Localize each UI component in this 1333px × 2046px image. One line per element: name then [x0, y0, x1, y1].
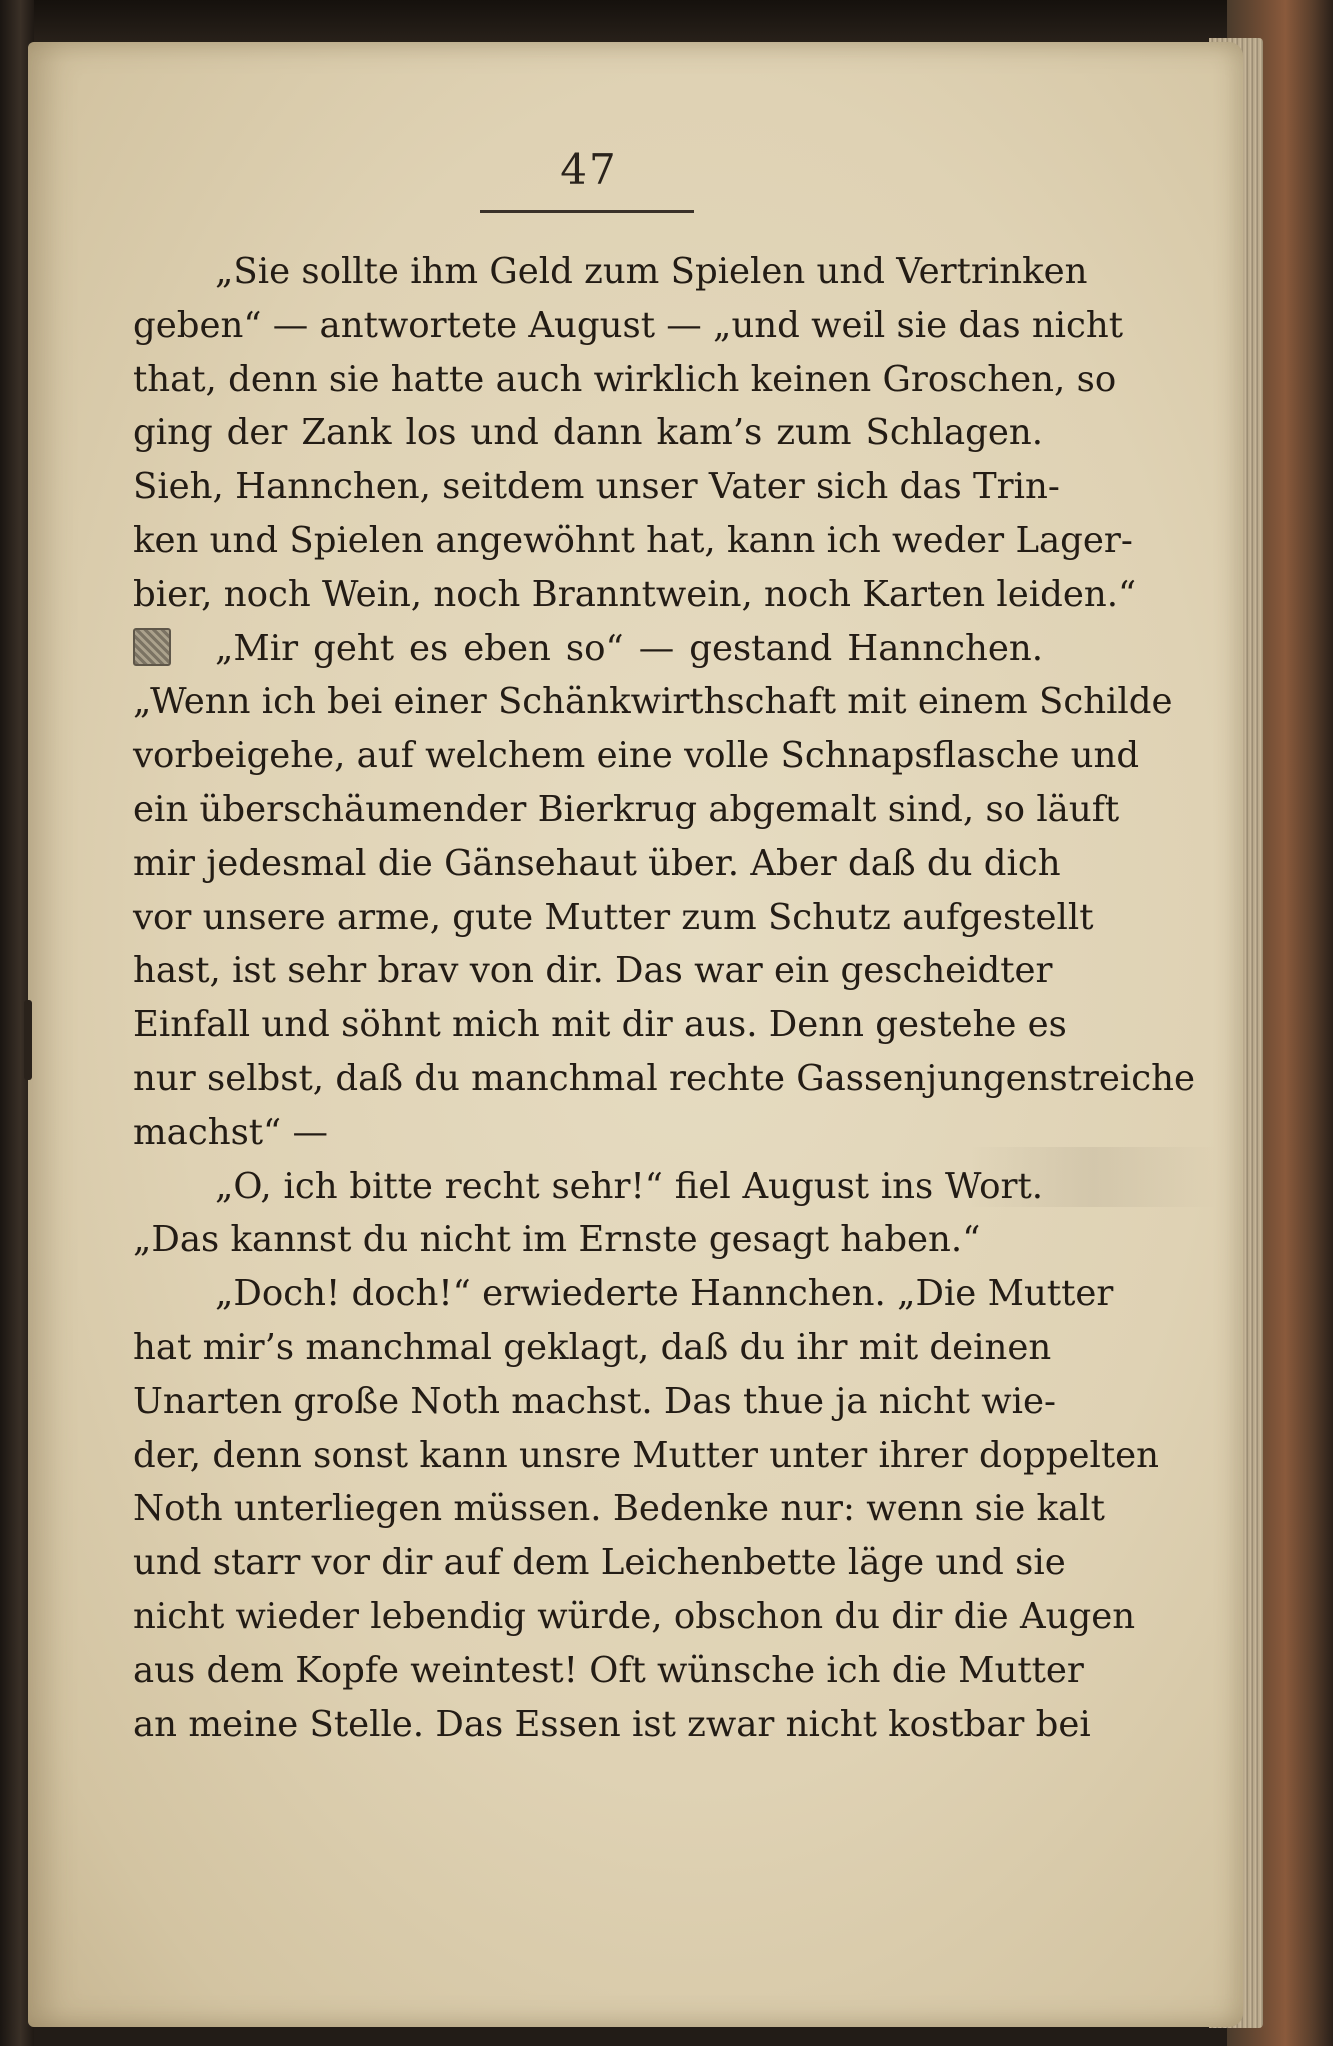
text-line: Einfall und söhnt mich mit dir aus. Denn gestehe es — [133, 1004, 1067, 1046]
text-line: nicht wieder lebendig würde, obschon du dir die Augen — [133, 1595, 1136, 1637]
text-line: bier, noch Wein, noch Branntwein, noch Karten leiden.“ — [133, 573, 1137, 615]
text-line: machst“ — — [133, 1111, 328, 1153]
text-line: „Wenn ich bei einer Schänkwirthschaft mit einem Schilde — [133, 681, 1173, 723]
text-line: vor unsere arme, gute Mutter zum Schutz aufgestellt — [133, 896, 1094, 938]
text-line: und starr vor dir auf dem Leichenbette läge und sie — [133, 1542, 1066, 1584]
text-line: ging der Zank los und dann kam’s zum Schlagen. — [133, 412, 1043, 454]
body-text — [133, 245, 1196, 1751]
text-line: Unarten große Noth machst. Das thue ja nicht wie- — [133, 1380, 1057, 1422]
text-line: hat mir’s manchmal geklagt, daß du ihr mit deinen — [133, 1326, 1052, 1368]
text-line: vorbeigehe, auf welchem eine volle Schnapsflasche und — [133, 735, 1140, 777]
text-line: „Das kannst du nicht im Ernste gesagt haben.“ — [133, 1219, 981, 1261]
text-line: ken und Spielen angewöhnt hat, kann ich weder Lager- — [133, 519, 1133, 561]
margin-mark — [24, 1000, 32, 1080]
text-line: nur selbst, daß du manchmal rechte Gassenjungenstreiche — [133, 1057, 1196, 1099]
top-shadow-edge — [0, 0, 1333, 48]
text-line: Noth unterliegen müssen. Bedenke nur: wenn sie kalt — [133, 1488, 1105, 1530]
text-line: mir jedesmal die Gänsehaut über. Aber daß du dich — [133, 842, 1061, 884]
text-line: hast, ist sehr brav von dir. Das war ein gescheidter — [133, 950, 1053, 992]
text-line: „Mir geht es eben so“ — gestand Hannchen. — [215, 627, 1043, 669]
text-line: der, denn sonst kann unsre Mutter unter ihrer doppelten — [133, 1434, 1159, 1476]
text-line: geben“ — antwortete August — „und weil sie das nicht — [133, 304, 1124, 346]
page-number: 47 — [560, 145, 618, 194]
text-line: ein überschäumender Bierkrug abgemalt sind, so läuft — [133, 788, 1120, 830]
text-line: an meine Stelle. Das Essen ist zwar nicht kostbar bei — [133, 1703, 1091, 1745]
text-line: aus dem Kopfe weintest! Oft wünsche ich die Mutter — [133, 1649, 1084, 1691]
text-line: „Doch! doch!“ erwiederte Hannchen. „Die Mutter — [215, 1273, 1114, 1315]
text-line: Sieh, Hannchen, seitdem unser Vater sich das Trin- — [133, 466, 1060, 508]
header-rule — [480, 210, 694, 213]
text-line: „O, ich bitte recht sehr!“ fiel August ins Wort. — [215, 1165, 1043, 1207]
text-line: „Sie sollte ihm Geld zum Spielen und Vertrinken — [215, 251, 1088, 292]
text-line: that, denn sie hatte auch wirklich keinen Groschen, so — [133, 358, 1117, 400]
